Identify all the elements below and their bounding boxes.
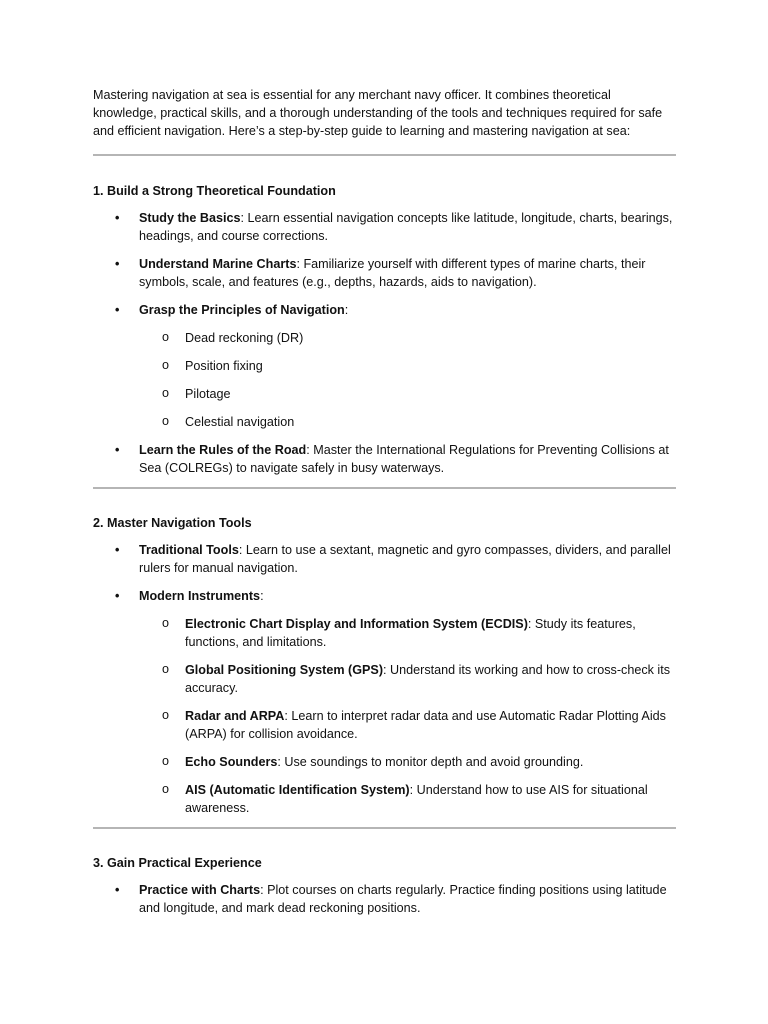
sub-item-term: AIS (Automatic Identification System) bbox=[185, 783, 410, 797]
sub-item-term: Global Positioning System (GPS) bbox=[185, 663, 384, 677]
section-divider bbox=[93, 154, 676, 156]
sub-item-text: : Study its features, functions, and limitations. bbox=[185, 617, 636, 649]
item-text: : bbox=[260, 589, 264, 603]
item-term: Learn the Rules of the Road bbox=[139, 443, 307, 457]
sub-item-term: Echo Sounders bbox=[185, 755, 278, 769]
item-term: Understand Marine Charts bbox=[139, 257, 297, 271]
item-text: : Plot courses on charts regularly. Practice finding positions using latitude and longitude, and mark dead reckoning positions. bbox=[139, 883, 667, 915]
sub-item-text: : Use soundings to monitor depth and avoid grounding. bbox=[277, 755, 584, 769]
bullet-marker: • bbox=[115, 211, 120, 225]
bullet-list bbox=[93, 881, 676, 917]
section-divider bbox=[93, 827, 676, 829]
sub-list-item bbox=[93, 615, 676, 651]
sub-bullet-marker: o bbox=[162, 708, 170, 722]
item-text: : Learn essential navigation concepts like latitude, longitude, charts, bearings, headings, and course corrections. bbox=[139, 211, 673, 243]
section-heading: 2. Master Navigation Tools bbox=[93, 516, 252, 530]
item-term: Traditional Tools bbox=[139, 543, 239, 557]
sub-item-term: Radar and ARPA bbox=[185, 709, 285, 723]
item-term: Practice with Charts bbox=[139, 883, 261, 897]
sub-list-item bbox=[93, 385, 676, 403]
bullet-marker: • bbox=[115, 443, 120, 457]
sub-bullet-marker: o bbox=[162, 782, 170, 796]
sub-list-item bbox=[93, 781, 676, 817]
sub-item-text: Celestial navigation bbox=[185, 415, 295, 429]
sub-list-item bbox=[93, 413, 676, 431]
bullet-marker: • bbox=[115, 589, 120, 603]
list-item bbox=[93, 541, 676, 577]
sub-bullet-marker: o bbox=[162, 662, 170, 676]
document-body bbox=[93, 86, 676, 917]
sub-bullet-marker: o bbox=[162, 330, 170, 344]
bullet-list bbox=[93, 209, 676, 477]
sub-bullet-marker: o bbox=[162, 414, 170, 428]
sub-item-text: Position fixing bbox=[185, 359, 263, 373]
bullet-marker: • bbox=[115, 883, 120, 897]
list-item bbox=[93, 587, 676, 817]
sub-bullet-marker: o bbox=[162, 358, 170, 372]
sub-item-term: Electronic Chart Display and Information System (ECDIS) bbox=[185, 617, 528, 631]
sub-bullet-marker: o bbox=[162, 386, 170, 400]
list-item bbox=[93, 441, 676, 477]
list-item bbox=[93, 209, 676, 245]
list-item bbox=[93, 301, 676, 431]
sub-item-text: : Understand its working and how to cross-check its accuracy. bbox=[185, 663, 671, 695]
bullet-marker: • bbox=[115, 303, 120, 317]
item-text: : Learn to use a sextant, magnetic and gyro compasses, dividers, and parallel rulers for manual navigation. bbox=[139, 543, 671, 575]
item-term: Modern Instruments bbox=[139, 589, 261, 603]
list-item bbox=[93, 881, 676, 917]
item-text: : bbox=[344, 303, 349, 317]
sub-list-item bbox=[93, 357, 676, 375]
bullet-list bbox=[93, 541, 676, 817]
intro-paragraph: Mastering navigation at sea is essential for any merchant navy officer. It combines theoretical knowledge, practical skills, and a thorough understanding of the tools and techniques required for safe and efficient navigation. Here’s a step-by-step guide to learning and mastering navigation at sea: bbox=[93, 88, 663, 138]
item-text: : Master the International Regulations for Preventing Collisions at Sea (COLREGs) to navigate safely in busy waterways. bbox=[139, 443, 669, 475]
list-item bbox=[93, 255, 676, 291]
sub-bullet-marker: o bbox=[162, 754, 170, 768]
sub-list-item bbox=[93, 707, 676, 743]
section-heading: 1. Build a Strong Theoretical Foundation bbox=[93, 184, 336, 198]
item-text: : Familiarize yourself with different types of marine charts, their symbols, scale, and features (e.g., depths, hazards, aids to navigation). bbox=[139, 257, 646, 289]
bullet-marker: • bbox=[115, 257, 120, 271]
sub-item-text: Dead reckoning (DR) bbox=[185, 331, 304, 345]
item-term: Grasp the Principles of Navigation bbox=[139, 303, 345, 317]
sub-bullet-list bbox=[139, 329, 676, 431]
bullet-marker: • bbox=[115, 543, 120, 557]
sub-item-text: : Learn to interpret radar data and use Automatic Radar Plotting Aids (ARPA) for collision avoidance. bbox=[185, 709, 666, 741]
sub-bullet-list bbox=[139, 615, 676, 817]
item-term: Study the Basics bbox=[139, 211, 241, 225]
section-divider bbox=[93, 487, 676, 489]
sub-list-item bbox=[93, 753, 676, 771]
sub-list-item bbox=[93, 661, 676, 697]
sub-item-text: : Understand how to use AIS for situational awareness. bbox=[185, 783, 648, 815]
section-heading: 3. Gain Practical Experience bbox=[93, 856, 262, 870]
sub-bullet-marker: o bbox=[162, 616, 170, 630]
sub-item-text: Pilotage bbox=[185, 387, 231, 401]
sub-list-item bbox=[93, 329, 676, 347]
